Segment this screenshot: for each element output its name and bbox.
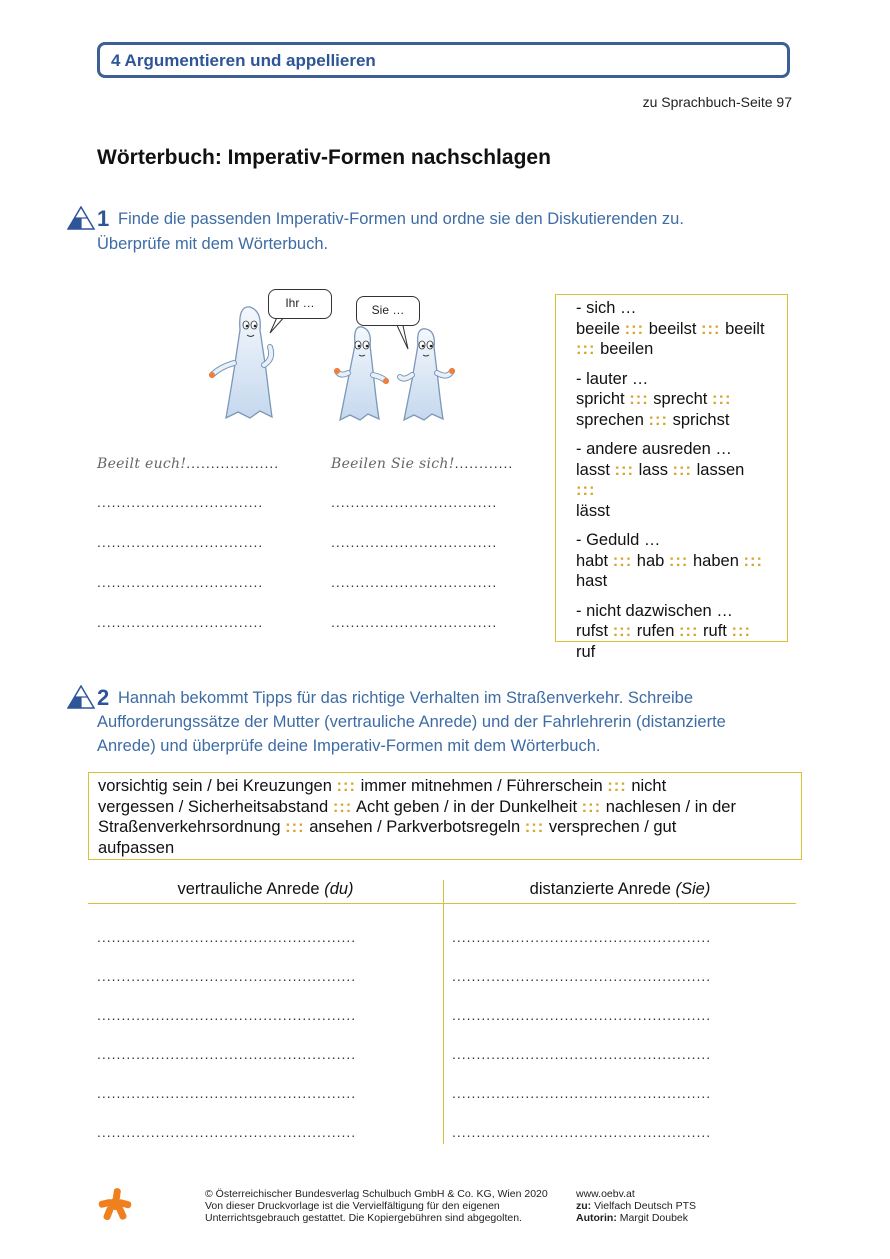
ghost-illustration bbox=[190, 285, 480, 430]
difficulty-triangle-icon bbox=[67, 206, 95, 230]
word-group-line: rufst ::: rufen ::: ruft ::: bbox=[576, 622, 751, 640]
word-group-3 bbox=[576, 439, 767, 521]
phrase-line: vergessen / Sicherheitsabstand ::: Acht geben / in der Dunkelheit ::: nachlesen / in der bbox=[98, 797, 736, 816]
answer-line-du-4[interactable]: ..................................................... bbox=[97, 1046, 357, 1062]
phrase-line: Straßenverkehrsordnung ::: ansehen / Parkverbotsregeln ::: versprechen / gut bbox=[98, 818, 677, 836]
oebv-star-logo-icon bbox=[97, 1186, 133, 1222]
example-text-left: Beeilt euch! bbox=[97, 456, 187, 472]
word-group-head: - lauter … bbox=[576, 369, 649, 388]
column-header-du: vertrauliche Anrede (du) bbox=[177, 880, 354, 898]
word-group-line: habt ::: hab ::: haben ::: bbox=[576, 551, 763, 570]
answer-line-du-2[interactable]: ..................................................... bbox=[97, 968, 357, 984]
word-group-line: ruf bbox=[576, 642, 596, 661]
footer-author: Autorin: Margit Doubek bbox=[576, 1212, 689, 1224]
word-group-line: lässt bbox=[576, 501, 610, 520]
word-group-head: - Geduld … bbox=[576, 531, 661, 549]
footer-book: zu: Vielfach Deutsch PTS bbox=[576, 1200, 697, 1212]
example-answer-right bbox=[331, 455, 513, 473]
answer-line-sie-4[interactable]: ..................................................... bbox=[452, 1046, 712, 1062]
task-1-number: 1 bbox=[97, 206, 110, 231]
task-1-instruction-line-2: Überprüfe mit dem Wörterbuch. bbox=[97, 235, 329, 253]
answer-line-left-3[interactable]: .................................. bbox=[97, 574, 264, 590]
footer-copyright: © Österreichischer Bundesverlag Schulbuch GmbH & Co. KG, Wien 2020 Von dieser Druckvorlage ist die Vervielfältigung für den eigenen Unterrichtsgebrauch gestattet. Die Kopiergebühren sind abgegolten. bbox=[205, 1188, 548, 1224]
answer-dots: ................... bbox=[186, 455, 280, 471]
task-2-number: 2 bbox=[97, 685, 110, 710]
answer-line-right-2[interactable]: .................................. bbox=[331, 534, 498, 550]
word-group-head: - nicht dazwischen … bbox=[576, 601, 733, 620]
answer-line-sie-6[interactable]: ..................................................... bbox=[452, 1124, 712, 1140]
answer-line-sie-5[interactable]: ..................................................... bbox=[452, 1085, 712, 1101]
answer-line-du-5[interactable]: ..................................................... bbox=[97, 1085, 357, 1101]
difficulty-triangle-icon bbox=[67, 685, 95, 709]
speech-bubble-sie: Sie … bbox=[356, 296, 420, 326]
speech-bubble-ihr: Ihr … bbox=[268, 289, 332, 319]
answer-dots: ............ bbox=[454, 455, 514, 471]
phrase-box bbox=[88, 772, 802, 860]
word-group-line: sprechen ::: sprichst bbox=[576, 410, 730, 429]
footer-website[interactable]: www.oebv.at bbox=[576, 1188, 635, 1200]
chapter-title: 4 Argumentieren und appellieren bbox=[111, 51, 376, 70]
word-group-4 bbox=[576, 530, 767, 592]
answer-line-left-4[interactable]: .................................. bbox=[97, 614, 264, 630]
answer-line-right-4[interactable]: .................................. bbox=[331, 614, 498, 630]
page-title: Wörterbuch: Imperativ-Formen nachschlagen bbox=[97, 146, 551, 169]
table-header-divider bbox=[88, 903, 796, 904]
answer-line-du-3[interactable]: ..................................................... bbox=[97, 1007, 357, 1023]
answer-line-du-1[interactable]: ..................................................... bbox=[97, 929, 357, 945]
answer-line-sie-3[interactable]: ..................................................... bbox=[452, 1007, 712, 1023]
answer-line-sie-2[interactable]: ..................................................... bbox=[452, 968, 712, 984]
phrase-line: aufpassen bbox=[98, 838, 175, 857]
task-2-instruction-line-3: Anrede) und überprüfe deine Imperativ-Formen mit dem Wörterbuch. bbox=[97, 737, 601, 755]
imperative-word-box bbox=[555, 294, 788, 661]
word-group-1 bbox=[576, 298, 767, 360]
task-2-instruction-line-1: Hannah bekommt Tipps für das richtige Verhalten im Straßenverkehr. Schreibe bbox=[118, 689, 694, 707]
answer-line-du-6[interactable]: ..................................................... bbox=[97, 1124, 357, 1140]
word-group-2 bbox=[576, 369, 767, 431]
answer-line-sie-1[interactable]: ..................................................... bbox=[452, 929, 712, 945]
word-group-line: hast bbox=[576, 572, 608, 590]
page-reference: zu Sprachbuch-Seite 97 bbox=[642, 94, 792, 110]
word-group-line: beeile ::: beeilst ::: beeilt bbox=[576, 319, 765, 338]
answer-line-right-3[interactable]: .................................. bbox=[331, 574, 498, 590]
word-group-5 bbox=[576, 601, 767, 663]
answer-line-left-1[interactable]: .................................. bbox=[97, 494, 264, 510]
example-answer-left bbox=[97, 455, 279, 473]
footer-info bbox=[576, 1188, 696, 1224]
word-group-head: - sich … bbox=[576, 299, 637, 317]
word-group-line: lasst ::: lass ::: lassen ::: bbox=[576, 460, 745, 499]
column-header-sie: distanzierte Anrede (Sie) bbox=[529, 880, 711, 898]
word-group-head: - andere ausreden … bbox=[576, 440, 732, 458]
answer-line-right-1[interactable]: .................................. bbox=[331, 494, 498, 510]
phrase-line: vorsichtig sein / bei Kreuzungen ::: immer mitnehmen / Führerschein ::: nicht bbox=[98, 777, 667, 795]
table-column-divider bbox=[443, 880, 444, 1144]
word-group-line: spricht ::: sprecht ::: bbox=[576, 390, 732, 408]
example-text-right: Beeilen Sie sich! bbox=[331, 456, 455, 472]
answer-line-left-2[interactable]: .................................. bbox=[97, 534, 264, 550]
word-group-line: ::: beeilen bbox=[576, 340, 654, 358]
task-1-instruction-line-1: Finde die passenden Imperativ-Formen und ordne sie den Diskutierenden zu. bbox=[118, 210, 684, 228]
task-2-instruction-line-2: Aufforderungssätze der Mutter (vertrauliche Anrede) und der Fahrlehrerin (distanzierte bbox=[97, 713, 726, 731]
